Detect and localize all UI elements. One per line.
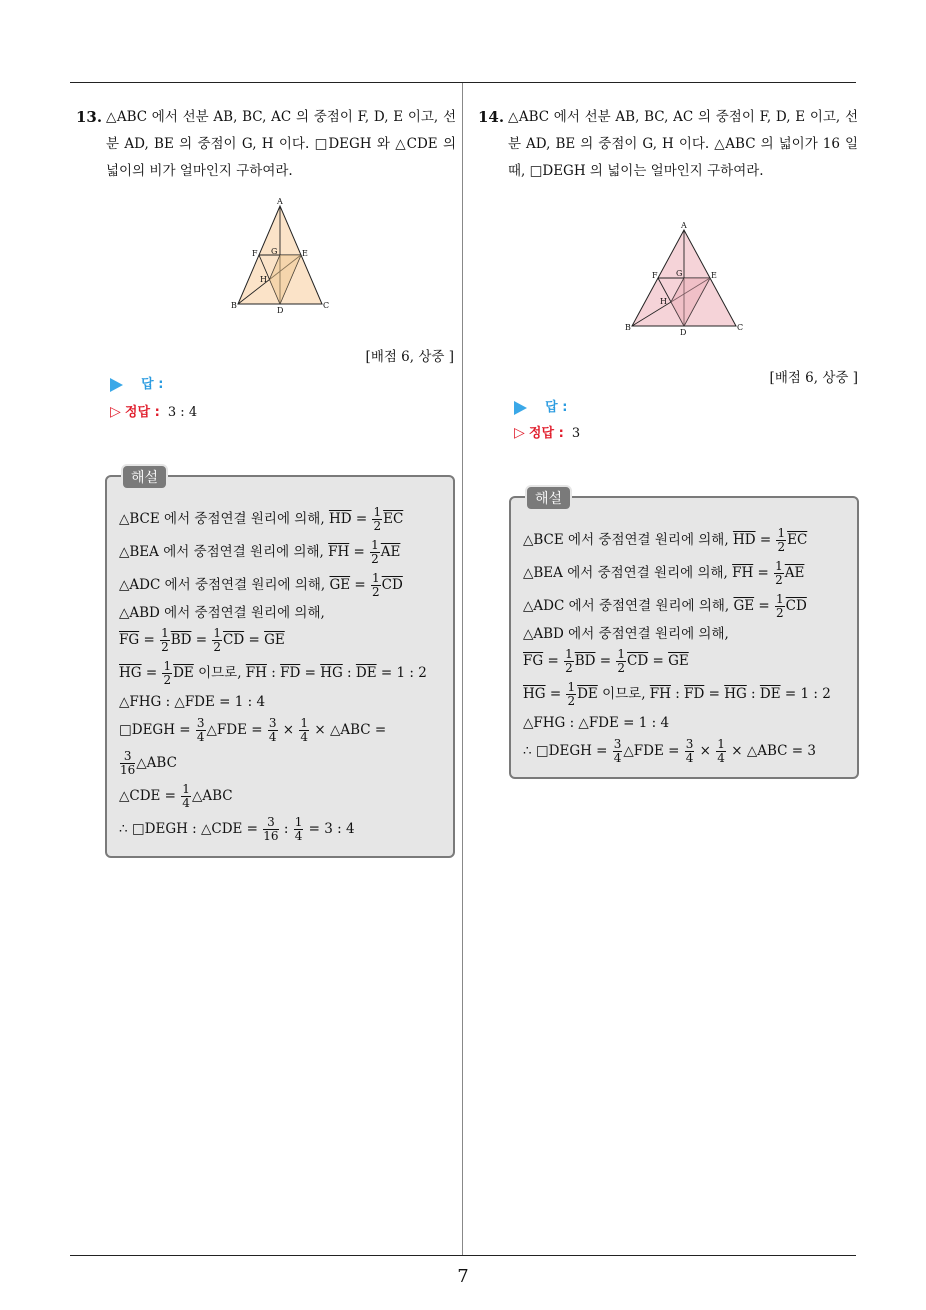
label-d: D <box>680 328 687 337</box>
correct-label: 정답 : <box>124 405 160 420</box>
bottom-rule <box>70 1255 856 1256</box>
label-a: A <box>681 221 687 230</box>
triangle-figure-14 <box>622 220 748 340</box>
solution-line: $\overline{HG}$ = $\frac{1}{2}$ $\overline{DE}$ 이므로, $\overline{FH}$ : $\overline{FD} = \overline{HG}$ : $\overline{DE} = 1$ : 2 <box>523 680 831 708</box>
solution-line: △ABD 에서 중점연결 원리에 의해, <box>523 626 729 642</box>
score-label: [배점 6, 상중 ] <box>365 349 454 365</box>
correct-arrow-icon: ▷ <box>110 404 121 420</box>
answer-arrow-icon <box>514 401 527 415</box>
solution-line: △BCE 에서 중점연결 원리에 의해, $\overline{HD}$ = $\frac{1}{2}$ $\overline{EC}$ <box>523 526 808 554</box>
problem-13 <box>76 104 456 185</box>
top-rule <box>70 82 856 83</box>
solution-box-13 <box>105 470 455 858</box>
answer-arrow-icon <box>110 378 123 392</box>
answer-label: 답 : <box>141 377 164 392</box>
solution-tag: 해설 <box>525 485 572 511</box>
label-f: F <box>252 249 258 258</box>
correct-arrow-icon: ▷ <box>514 425 525 441</box>
problem-number: 14. <box>478 108 505 126</box>
solution-line: $\overline{HG}$ = $\frac{1}{2}$ $\overline{DE}$ 이므로, $\overline{FH}$ : $\overline{FD} = \overline{HG}$ : $\overline{DE} = 1$ : 2 <box>119 659 427 687</box>
answer-label: 답 : <box>545 400 568 415</box>
solution-tag: 해설 <box>121 464 168 490</box>
correct-answer-line <box>514 422 580 441</box>
label-g: G <box>271 247 278 256</box>
solution-line: □DEGH = $\frac{3}{4}$ △FDE = $\frac{3}{4}$ × $\frac{1}{4}$ × △ABC = <box>119 716 387 744</box>
label-d: D <box>277 306 284 315</box>
solution-line: $\frac{3}{16}$ △ABC <box>120 749 177 777</box>
solution-line: △BEA 에서 중점연결 원리에 의해, $\overline{FH}$ = $\frac{1}{2}$ $\overline{AE}$ <box>119 538 401 566</box>
solution-line: △BEA 에서 중점연결 원리에 의해, $\overline{FH}$ = $\frac{1}{2}$ $\overline{AE}$ <box>523 559 805 587</box>
solution-line: △ABD 에서 중점연결 원리에 의해, <box>119 605 325 621</box>
solution-body <box>523 524 847 768</box>
score-label: [배점 6, 상중 ] <box>769 370 858 386</box>
label-a: A <box>277 197 283 206</box>
solution-line: $\overline{FG}$ = $\frac{1}{2}$ $\overline{BD}$ = $\frac{1}{2}$ $\overline{CD} = \overline{GE}$ <box>119 626 285 654</box>
question-text: △ABC 에서 선분 AB, BC, AC 의 중점이 F, D, E 이고, 선분 AD, BE 의 중점이 G, H 이다. □DEGH 와 △CDE 의 넓이의 비가 얼마인지 구하여라. <box>106 109 456 179</box>
solution-line: $\overline{FG}$ = $\frac{1}{2}$ $\overline{BD}$ = $\frac{1}{2}$ $\overline{CD} = \overline{GE}$ <box>523 647 689 675</box>
label-c: C <box>323 301 330 310</box>
triangle-figure-13 <box>228 196 332 316</box>
column-divider <box>462 83 463 1255</box>
solution-box-14 <box>509 491 859 779</box>
solution-line: △FHG : △FDE = 1 : 4 <box>119 694 266 710</box>
solution-line: △FHG : △FDE = 1 : 4 <box>523 715 670 731</box>
answer-line <box>110 373 163 392</box>
solution-line: △CDE = $\frac{1}{4}$ △ABC <box>119 782 233 810</box>
label-g: G <box>676 269 683 278</box>
label-e: E <box>302 249 308 258</box>
problem-14 <box>478 104 858 185</box>
problem-number: 13. <box>76 108 103 126</box>
correct-value: 3 <box>571 426 581 441</box>
label-c: C <box>737 323 744 332</box>
label-b: B <box>625 323 631 332</box>
solution-line: △ADC 에서 중점연결 원리에 의해, $\overline{GE}$ = $\frac{1}{2}$ $\overline{CD}$ <box>523 592 807 620</box>
label-f: F <box>652 271 658 280</box>
question-text: △ABC 에서 선분 AB, BC, AC 의 중점이 F, D, E 이고, 선분 AD, BE 의 중점이 G, H 이다. △ABC 의 넓이가 16 일 때, □DEGH 의 넓이는 얼마인지 구하여라. <box>508 109 858 179</box>
solution-line: △ADC 에서 중점연결 원리에 의해, $\overline{GE}$ = $\frac{1}{2}$ $\overline{CD}$ <box>119 571 403 599</box>
solution-line: △BCE 에서 중점연결 원리에 의해, $\overline{HD}$ = $\frac{1}{2}$ $\overline{EC}$ <box>119 505 404 533</box>
correct-value: 3 : 4 <box>167 405 198 420</box>
correct-label: 정답 : <box>528 426 564 441</box>
label-h: H <box>660 297 667 306</box>
page-number: 7 <box>457 1266 469 1287</box>
label-h: H <box>260 275 267 284</box>
label-e: E <box>711 271 717 280</box>
label-b: B <box>231 301 237 310</box>
solution-line: ∴ □DEGH : △CDE = $\frac{3}{16}$ : $\frac{1}{4}$ = 3 : 4 <box>119 815 355 843</box>
answer-line <box>514 396 567 415</box>
correct-answer-line <box>110 401 197 420</box>
solution-line: ∴ □DEGH = $\frac{3}{4}$ △FDE = $\frac{3}{4}$ × $\frac{1}{4}$ × △ABC = 3 <box>523 737 816 765</box>
solution-body <box>119 503 443 846</box>
